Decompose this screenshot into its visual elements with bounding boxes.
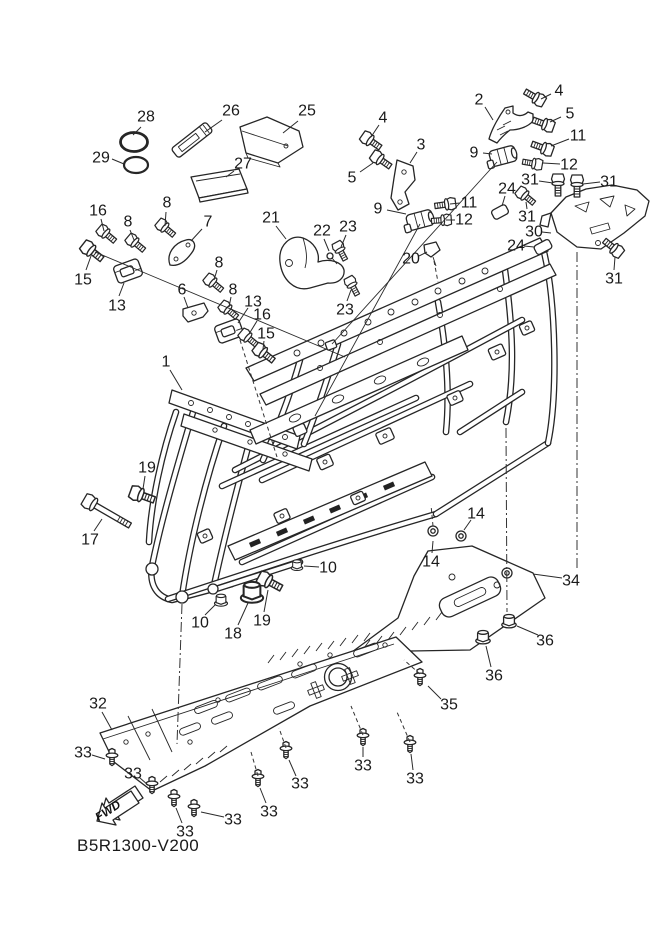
callout-13: 13 bbox=[108, 297, 126, 315]
callout-leader-5 bbox=[360, 163, 373, 172]
callout-31: 31 bbox=[518, 208, 536, 226]
callout-36: 36 bbox=[536, 632, 554, 650]
callout-33: 33 bbox=[224, 811, 242, 829]
callout-19: 19 bbox=[138, 459, 156, 477]
callout-31: 31 bbox=[605, 270, 623, 288]
callout-33: 33 bbox=[176, 823, 194, 841]
callout-36: 36 bbox=[485, 667, 503, 685]
callout-21: 21 bbox=[262, 209, 280, 227]
callout-leader-33 bbox=[176, 808, 182, 823]
fasteners bbox=[79, 86, 626, 817]
callout-leader-13 bbox=[119, 283, 124, 296]
callout-leader-33 bbox=[92, 755, 105, 759]
spacer-24a bbox=[491, 204, 510, 220]
mount-9b bbox=[402, 209, 436, 233]
callout-22: 22 bbox=[313, 222, 331, 240]
callout-28: 28 bbox=[137, 108, 155, 126]
callout-4: 4 bbox=[378, 109, 388, 127]
callout-25: 25 bbox=[298, 102, 316, 120]
callout-14: 14 bbox=[422, 553, 440, 571]
callout-20: 20 bbox=[402, 250, 420, 268]
mount-9a bbox=[485, 145, 519, 169]
callout-leader-11 bbox=[551, 139, 569, 146]
bolt-17 bbox=[80, 493, 133, 532]
callout-leader-21 bbox=[276, 226, 286, 239]
callout-9: 9 bbox=[469, 144, 479, 162]
skid-plate-rear bbox=[352, 546, 545, 652]
callout-leader-31 bbox=[583, 182, 600, 184]
callout-23: 23 bbox=[339, 218, 357, 236]
callout-leader-36 bbox=[517, 626, 538, 635]
callout-5: 5 bbox=[565, 105, 575, 123]
callout-leader-17 bbox=[94, 519, 102, 531]
callout-8: 8 bbox=[228, 281, 238, 299]
diagram-code: B5R1300-V200 bbox=[77, 836, 200, 855]
callout-leader-33 bbox=[201, 812, 224, 817]
owners-manual bbox=[191, 169, 248, 202]
callout-leader-7 bbox=[191, 229, 202, 241]
callout-leader-3 bbox=[410, 152, 417, 163]
callout-31: 31 bbox=[521, 171, 539, 189]
callout-17: 17 bbox=[81, 531, 99, 549]
callout-5: 5 bbox=[347, 169, 357, 187]
callout-10: 10 bbox=[191, 614, 209, 632]
callout-33: 33 bbox=[260, 803, 278, 821]
bracket-7 bbox=[169, 240, 195, 266]
callout-leader-30 bbox=[542, 232, 551, 233]
callout-11: 11 bbox=[569, 127, 587, 145]
damper-13b bbox=[214, 318, 245, 344]
callout-33: 33 bbox=[291, 775, 309, 793]
callout-33: 33 bbox=[124, 765, 142, 783]
callout-2: 2 bbox=[474, 91, 484, 109]
callout-leader-23 bbox=[347, 290, 351, 301]
bracket-3 bbox=[391, 160, 415, 210]
callout-19: 19 bbox=[253, 612, 271, 630]
fwd-label: FWD bbox=[92, 797, 124, 824]
callout-12: 12 bbox=[560, 156, 578, 174]
callout-leader-19 bbox=[264, 590, 268, 612]
callout-leader-35 bbox=[428, 686, 441, 699]
callout-24: 24 bbox=[498, 180, 516, 198]
callout-leader-15 bbox=[86, 256, 91, 270]
callout-leader-12 bbox=[543, 163, 560, 164]
bracket-20 bbox=[424, 242, 440, 266]
callout-leader-10 bbox=[304, 566, 319, 567]
damper-13a bbox=[113, 258, 144, 284]
skid-plate-front bbox=[100, 633, 422, 791]
callout-1: 1 bbox=[161, 353, 171, 371]
callout-15: 15 bbox=[257, 325, 275, 343]
callout-8: 8 bbox=[214, 254, 224, 272]
callout-12: 12 bbox=[455, 211, 473, 229]
callout-leader-36 bbox=[486, 646, 491, 667]
callout-leader-4 bbox=[371, 125, 379, 137]
callout-leader-34 bbox=[533, 574, 562, 578]
frame-plates bbox=[146, 238, 556, 603]
callout-30: 30 bbox=[525, 223, 543, 241]
o-ring-small bbox=[124, 157, 148, 173]
callout-leader-6 bbox=[184, 297, 188, 308]
callout-33: 33 bbox=[406, 770, 424, 788]
callout-4: 4 bbox=[554, 82, 564, 100]
callout-11: 11 bbox=[460, 194, 478, 212]
callout-9: 9 bbox=[373, 200, 383, 218]
callout-35: 35 bbox=[440, 696, 458, 714]
o-ring-large bbox=[121, 133, 148, 152]
callout-leader-33 bbox=[260, 788, 266, 803]
callout-leader-31 bbox=[614, 257, 615, 270]
callout-3: 3 bbox=[416, 136, 426, 154]
callout-32: 32 bbox=[89, 695, 107, 713]
callout-14: 14 bbox=[467, 505, 485, 523]
callout-16: 16 bbox=[89, 202, 107, 220]
callout-leader-2 bbox=[485, 107, 493, 120]
callout-34: 34 bbox=[562, 572, 580, 590]
callout-18: 18 bbox=[224, 625, 242, 643]
callout-leader-18 bbox=[238, 603, 248, 625]
callout-leader-9 bbox=[387, 210, 406, 214]
callout-15: 15 bbox=[74, 271, 92, 289]
callout-10: 10 bbox=[319, 559, 337, 577]
callout-leader-10 bbox=[205, 605, 215, 615]
callout-leader-32 bbox=[102, 712, 112, 730]
callout-33: 33 bbox=[74, 744, 92, 762]
callout-24: 24 bbox=[507, 237, 525, 255]
callout-leader-22 bbox=[324, 239, 329, 251]
callout-leader-33 bbox=[289, 760, 296, 776]
callout-leader-1 bbox=[170, 370, 182, 390]
tool-kit bbox=[171, 122, 213, 159]
callout-leader-19 bbox=[143, 476, 145, 489]
callout-33: 33 bbox=[354, 757, 372, 775]
callout-leader-31 bbox=[539, 181, 553, 183]
callout-leader-29 bbox=[112, 159, 124, 164]
callout-13: 13 bbox=[244, 293, 262, 311]
bracket-2 bbox=[489, 106, 533, 143]
callout-7: 7 bbox=[203, 213, 213, 231]
callout-6: 6 bbox=[177, 281, 187, 299]
fwd-arrow bbox=[93, 786, 143, 825]
callout-29: 29 bbox=[92, 149, 110, 167]
callout-31: 31 bbox=[600, 173, 618, 191]
callout-8: 8 bbox=[123, 213, 133, 231]
callout-leader-33 bbox=[411, 754, 413, 770]
callout-26: 26 bbox=[222, 102, 240, 120]
callout-8: 8 bbox=[162, 194, 172, 212]
callout-27: 27 bbox=[234, 155, 252, 173]
callout-16: 16 bbox=[253, 306, 271, 324]
callout-23: 23 bbox=[336, 301, 354, 319]
